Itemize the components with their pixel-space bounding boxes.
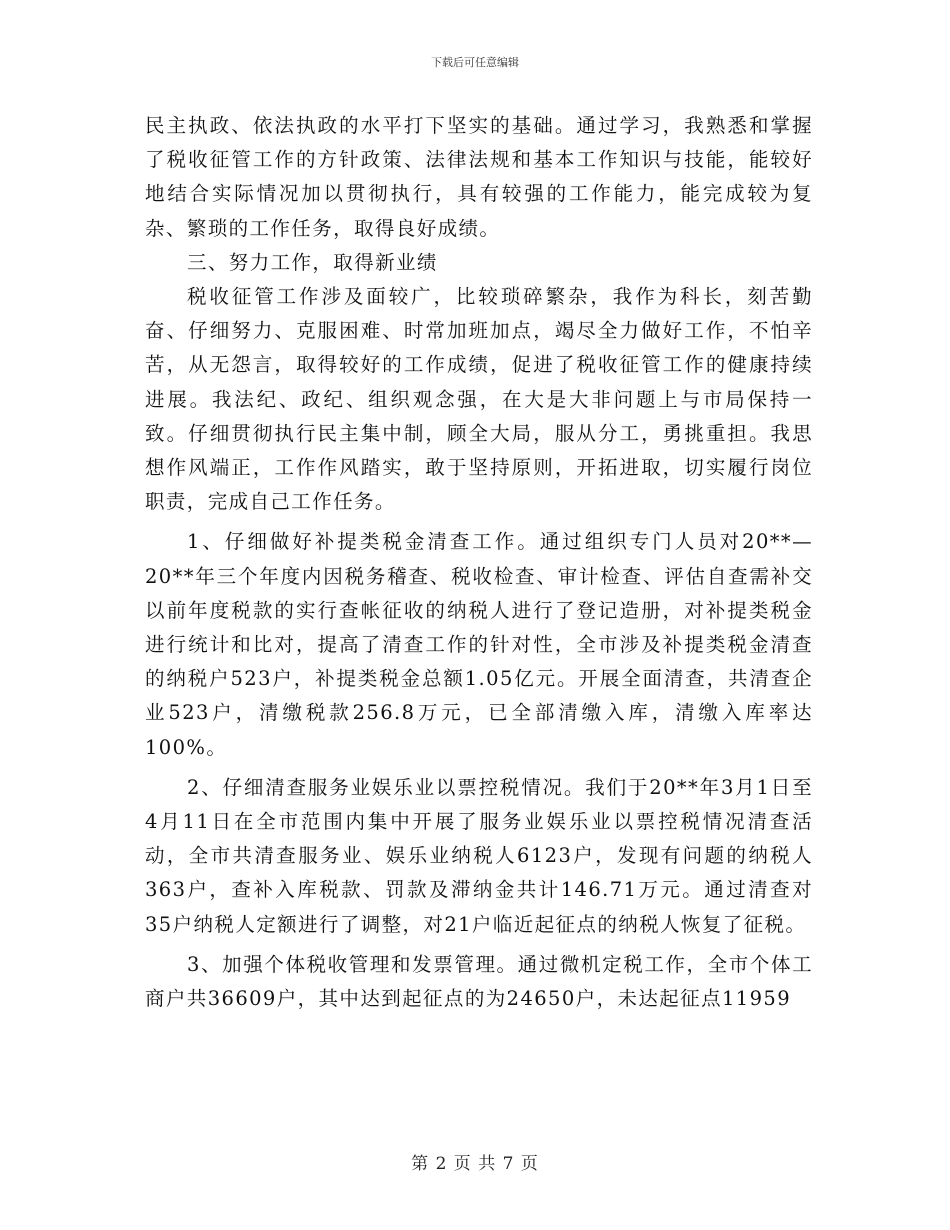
paragraph-item-2: 2、仔细清查服务业娱乐业以票控税情况。我们于20**年3月1日至4月11日在全市范围内集中开展了服务业娱乐业以票控税情况清查活动，全市共清查服务业、娱乐业纳税人6123户，发现有问题的纳税人363户，查补入库税款、罚款及滞纳金共计146.71万元。通过清查对35户纳税人定额进行了调整，对21户临近起征点的纳税人恢复了征税。	[145, 775, 813, 936]
page-header-note: 下载后可任意编辑	[431, 56, 519, 69]
paragraph-item-1: 1、仔细做好补提类税金清查工作。通过组织专门人员对20**—20**年三个年度内因税务稽查、税收检查、审计检查、评估自查需补交以前年度税款的实行查帐征收的纳税人进行了登记造册，对补提类税金进行统计和比对，提高了清查工作的针对性，全市涉及补提类税金清查的纳税户523户，补提类税金总额1.05亿元。开展全面清查，共清查企业523户，清缴税款256.8万元，已全部清缴入库，清缴入库率达100%。	[145, 530, 813, 759]
section-heading: 三、努力工作，取得新业绩	[187, 250, 438, 274]
paragraph-continuation: 民主执政、依法执政的水平打下坚实的基础。通过学习，我熟悉和掌握了税收征管工作的方针政策、法律法规和基本工作知识与技能，能较好地结合实际情况加以贯彻执行，具有较强的工作能力，能完成较为复杂、繁琐的工作任务，取得良好成绩。	[145, 114, 813, 240]
paragraph-item-3: 3、加强个体税收管理和发票管理。通过微机定税工作，全市个体工商户共36609户，其中达到起征点的为24650户，未达起征点11959	[145, 952, 813, 1011]
document-body	[145, 109, 813, 1016]
page-number-footer: 第 2 页 共 7 页	[411, 1154, 539, 1174]
paragraph-work-summary: 税收征管工作涉及面较广，比较琐碎繁杂，我作为科长，刻苦勤奋、仔细努力、克服困难、时常加班加点，竭尽全力做好工作，不怕辛苦，从无怨言，取得较好的工作成绩，促进了税收征管工作的健康持续进展。我法纪、政纪、组织观念强，在大是大非问题上与市局保持一致。仔细贯彻执行民主集中制，顾全大局，服从分工，勇挑重担。我思想作风端正，工作作风踏实，敢于坚持原则，开拓进取，切实履行岗位职责，完成自己工作任务。	[145, 285, 813, 514]
